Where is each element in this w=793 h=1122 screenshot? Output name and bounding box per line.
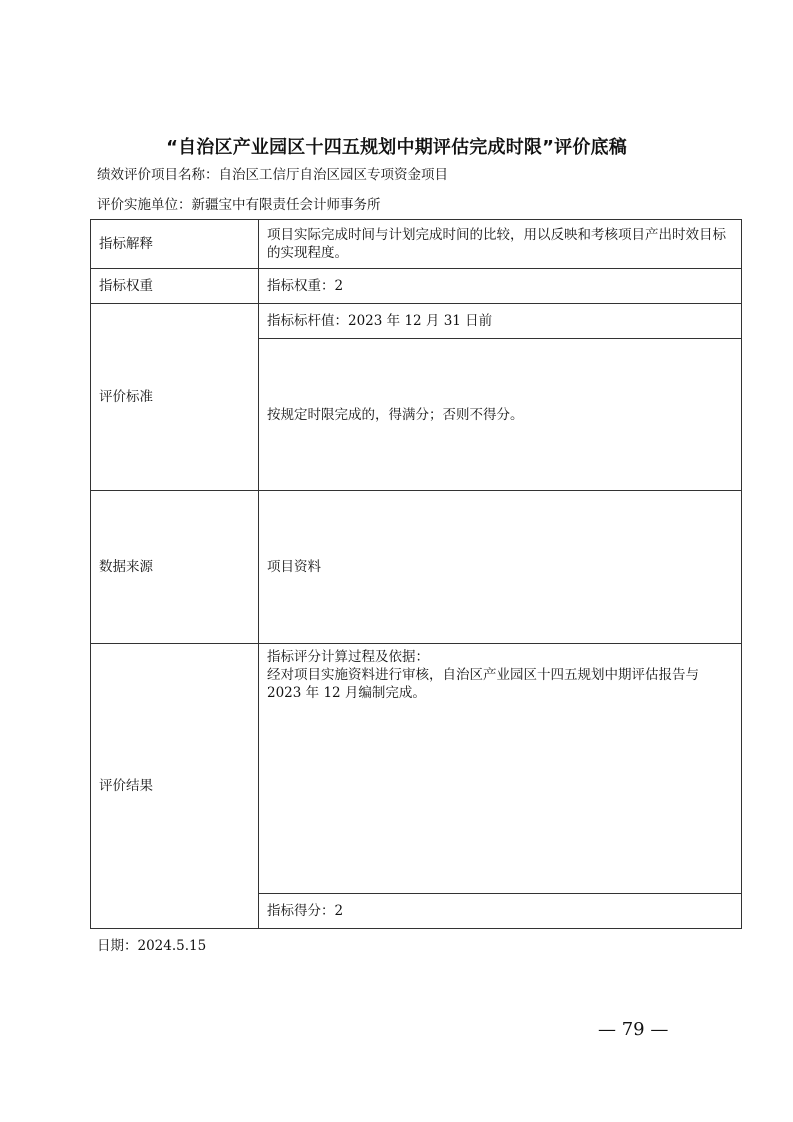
evaluation-standard-benchmark: 指标标杆值：2023 年 12 月 31 日前 [259,304,742,339]
data-source-value: 项目资料 [259,491,742,644]
evaluation-standard-rule: 按规定时限完成的，得满分；否则不得分。 [259,339,742,491]
evaluation-result-label: 评价结果 [91,644,259,929]
table-row-evaluation-result-process [91,644,742,894]
document-title: “自治区产业园区十四五规划中期评估完成时限”评价底稿 [166,137,627,158]
indicator-weight-label: 指标权重 [91,269,259,304]
table-row-data-source [91,491,742,644]
page-number: — 79 — [598,1019,669,1040]
indicator-explanation-value: 项目实际完成时间与计划完成时间的比较，用以反映和考核项目产出时效目标的实现程度。 [259,220,742,269]
indicator-weight-value: 指标权重：2 [259,269,742,304]
table-row-indicator-weight [91,269,742,304]
process-heading: 指标评分计算过程及依据： [267,649,429,665]
table-row-indicator-explanation [91,220,742,269]
project-name-line: 绩效评价项目名称：自治区工信厅自治区园区专项资金项目 [97,167,448,183]
table-row-evaluation-standard-benchmark [91,304,742,339]
evaluation-result-score: 指标得分：2 [259,894,742,929]
data-source-label: 数据来源 [91,491,259,644]
indicator-explanation-label: 指标解释 [91,220,259,269]
evaluation-standard-label: 评价标准 [91,304,259,491]
process-text: 经对项目实施资料进行审核，自治区产业园区十四五规划中期评估报告与 2023 年 12 月编制完成。 [267,667,699,701]
evaluation-result-process [259,644,742,894]
date-line: 日期：2024.5.15 [97,938,207,954]
evaluation-unit-line: 评价实施单位：新疆宝中有限责任会计师事务所 [97,197,381,213]
evaluation-table [90,219,742,929]
